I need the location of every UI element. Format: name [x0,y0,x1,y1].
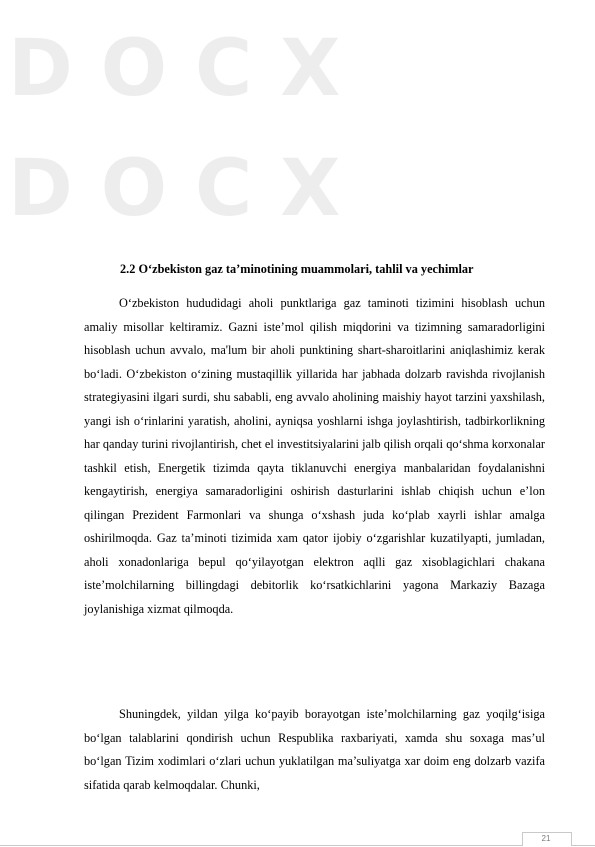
paragraph: O‘zbekiston hududidagi aholi punktlariga gaz taminoti tizimini hisoblash uchun amaliy misollar keltiramiz. Gazni iste’mol qilish miqdorini va tizimning samaradorligini hisoblash uchun avvalo, ma'lum bir aholi punktining shart-sharoitlarini aniqlashimiz kerak bo‘ladi. O‘zbekiston o‘zining mustaqillik yillarida har jabhada dolzarb ravishda rivojlanish strategiyasini ilgari surdi, shu sababli, eng avvalo aholining maishiy hayot tarzini yaxshilash, yangi ish o‘rinlarini yaratish, aholini, ayniqsa yoshlarni ishga joylashtirish, tadbirkorlikning har qanday turini rivojlantirish, chet el investitsiyalarini jalb qilish orqali qo‘shma korxonalar tashkil etish, Energetik tizimda qayta tiklanuvchi energiya manbalaridan foydalanishni kengaytirish, energiya samaradorligini oshirish dasturlarini ishlab chiqish uchun e’lon qilingan Prezident Farmonlari va shunga o‘xshash juda ko‘plab xayrli ishlar amalga oshirilmoqda. Gaz ta’minoti tizimida xam qator ijobiy o‘zgarishlar kuzatilyapti, jumladan, aholi xonadonlariga bepul qo‘yilayotgan elektron aqlli gaz xisoblagichlari chakana iste’molchilarning billingdagi debitorlik ko‘rsatkichlarini yagona Markaziy Bazaga joylanishiga xizmat qilmoqda. [84,296,545,616]
section-heading: 2.2 O‘zbekiston gaz ta’minotining muammolari, tahlil va yechimlar [120,262,474,276]
paragraph: Shuningdek, yildan yilga ko‘payib borayotgan iste’molchilarning gaz yoqilg‘isiga bo‘lgan talablarini qondirish uchun Respublika raxbariyati, xamda shu soxaga mas’ul bo‘lgan Tizim xodimlari o‘zlari uchun yuklatilgan ma’suliyatga xar doim eng dolzarb vazifa sifatida qarab kelmoqdalar. Chunki, [84,707,545,792]
page-number: 21 [541,834,551,843]
watermark: DOCX [8,24,369,114]
watermark: DOCX [8,144,369,234]
